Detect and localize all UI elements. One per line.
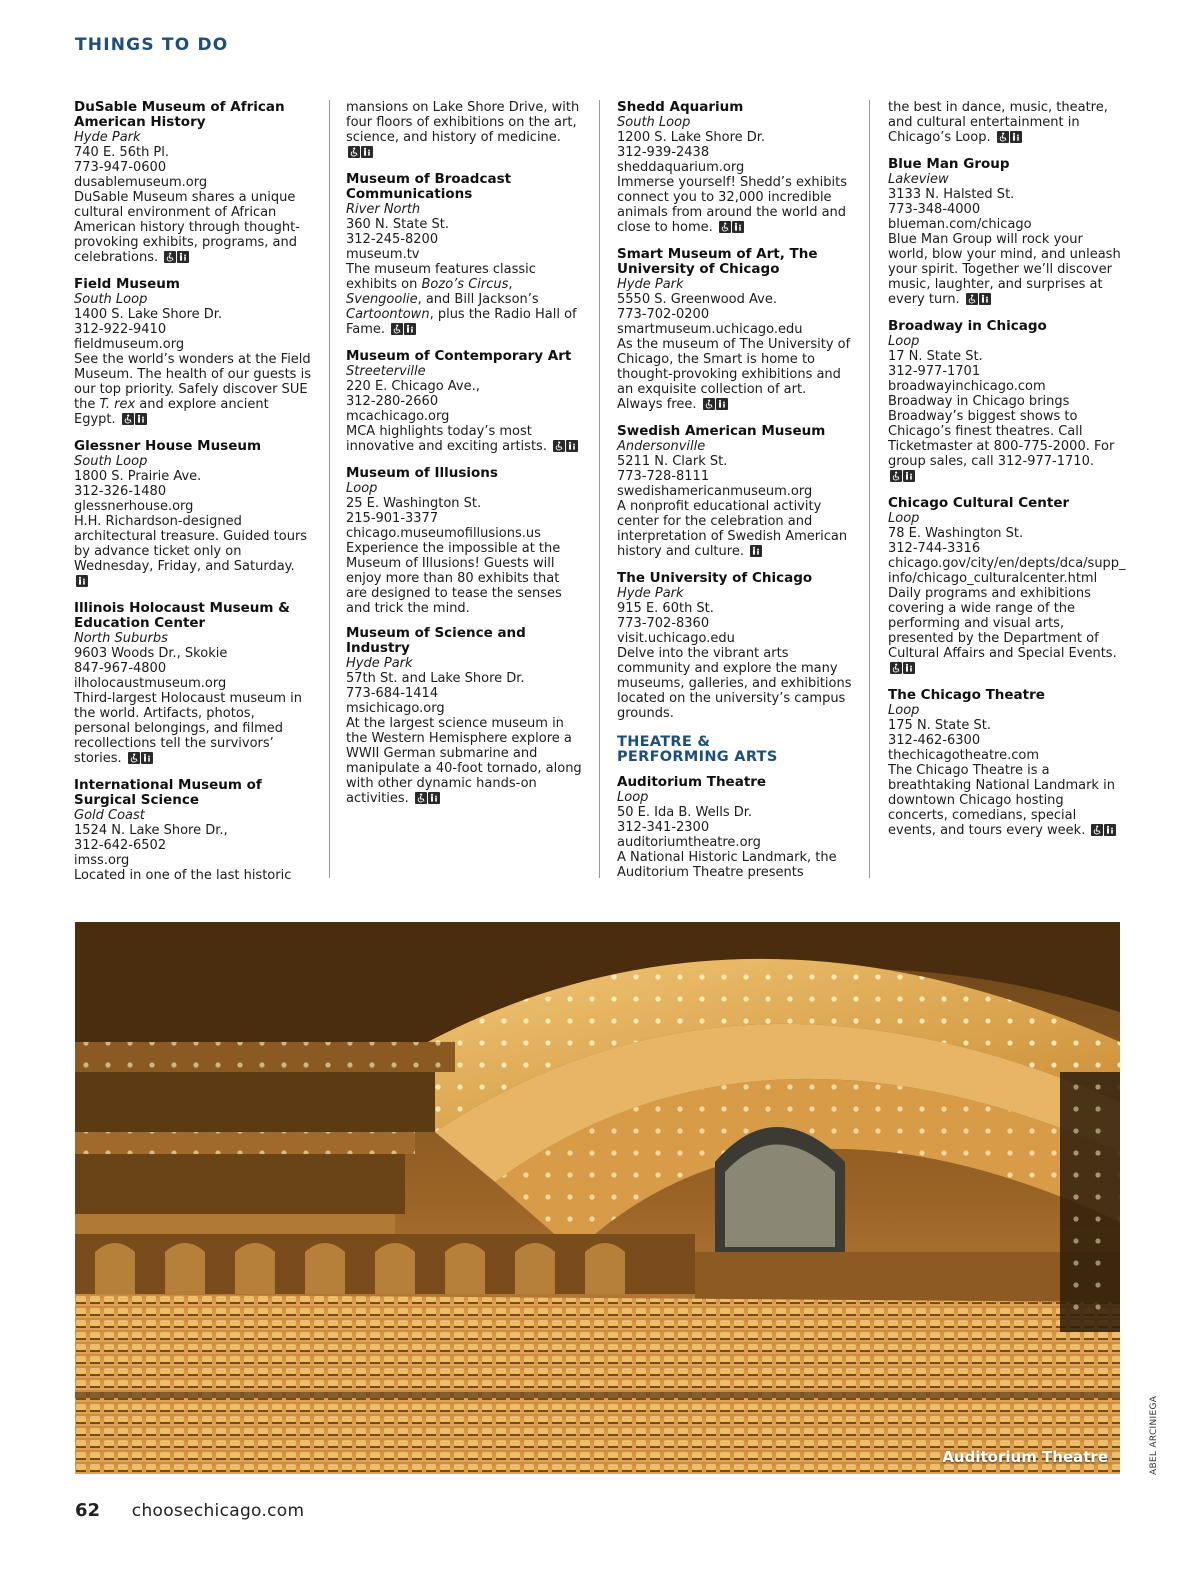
family-friendly-icon xyxy=(76,575,88,587)
wheelchair-accessible-icon xyxy=(1091,824,1103,836)
listing-neighborhood: Lakeview xyxy=(888,172,949,187)
listing-description: Broadway in Chicago brings Broadway’s biggest shows to Chicago’s finest theatres. Call Ticketmaster at 800-775-2000. For group sales, call 312-977-1710. xyxy=(888,394,1126,486)
amenity-icons xyxy=(719,221,745,237)
listing-address: 3133 N. Halsted St. xyxy=(888,187,1015,202)
listing-address: 78 E. Washington St. xyxy=(888,526,1024,541)
listing-url[interactable]: broadwayinchicago.com xyxy=(888,379,1046,394)
listing-url[interactable]: msichicago.org xyxy=(346,701,445,716)
listing-address: 17 N. State St. xyxy=(888,349,983,364)
wheelchair-accessible-icon xyxy=(966,293,978,305)
listing-description-continued: the best in dance, music, theatre, and cultural entertainment in Chicago’s Loop. xyxy=(888,100,1108,145)
listing-neighborhood: Loop xyxy=(617,790,649,805)
listing-address: 1800 S. Prairie Ave. xyxy=(74,469,202,484)
listing-url[interactable]: thechicagotheatre.com xyxy=(888,748,1040,763)
listing-neighborhood: Hyde Park xyxy=(346,656,413,671)
listing-name: Museum of Contemporary Art xyxy=(346,348,572,364)
amenity-icons xyxy=(997,131,1023,147)
wheelchair-accessible-icon xyxy=(553,440,565,452)
listing-description: As the museum of The University of Chicago, the Smart is home to thought-provoking exhibitions and an exquisite collection of art. Always free. xyxy=(617,337,851,412)
footer-site-link[interactable]: choosechicago.com xyxy=(131,1501,305,1521)
amenity-icons xyxy=(164,251,190,267)
listing-description: Experience the impossible at the Museum of Illusions! Guests will enjoy more than 80 exhibits that are designed to tease the senses and trick the mind. xyxy=(346,541,562,616)
listing-address: 220 E. Chicago Ave., xyxy=(346,379,480,394)
listing-name: Museum of Broadcast Communications xyxy=(346,171,512,202)
listing-address: 50 E. Ida B. Wells Dr. xyxy=(617,805,753,820)
page-footer xyxy=(75,1500,304,1521)
photo-caption: Auditorium Theatre xyxy=(942,1448,1108,1466)
listing-description: MCA highlights today’s most innovative and exciting artists. xyxy=(346,424,584,456)
listing-address: 1400 S. Lake Shore Dr. xyxy=(74,307,223,322)
column-divider xyxy=(869,100,870,878)
amenity-icons xyxy=(890,662,916,678)
listing-phone: 773-702-0200 xyxy=(617,307,710,322)
listing-phone: 312-326-1480 xyxy=(74,484,167,499)
listing-name: DuSable Museum of African American History xyxy=(74,99,285,130)
wheelchair-accessible-icon xyxy=(122,413,134,425)
listing-phone: 215-901-3377 xyxy=(346,511,439,526)
column-divider xyxy=(329,100,330,878)
listing-address: 1200 S. Lake Shore Dr. xyxy=(617,130,766,145)
listing-neighborhood: River North xyxy=(346,202,421,217)
listing-description: Immerse yourself! Shedd’s exhibits connect you to 32,000 incredible animals from around the world and close to home. xyxy=(617,175,848,235)
listing-url[interactable]: ilholocaustmuseum.org xyxy=(74,676,227,691)
listing-url[interactable]: imss.org xyxy=(74,853,130,868)
family-friendly-icon xyxy=(404,323,416,335)
listing-phone: 847-967-4800 xyxy=(74,661,167,676)
listing-url[interactable]: mcachicago.org xyxy=(346,409,450,424)
column-3 xyxy=(617,100,855,890)
listing-url[interactable]: chicago.gov/city/en/depts/dca/supp_info/chicago_culturalcenter.html xyxy=(888,556,1126,586)
listing-name: Auditorium Theatre xyxy=(617,774,767,790)
listing-url[interactable]: museum.tv xyxy=(346,247,420,262)
family-friendly-icon xyxy=(177,251,189,263)
listing-description: Daily programs and exhibitions covering a wide range of the performing and visual arts, presented by the Department of Cultural Affairs and Special Events. xyxy=(888,586,1126,678)
family-friendly-icon xyxy=(361,146,373,158)
listing-phone: 312-642-6502 xyxy=(74,838,167,853)
listing-url[interactable]: auditoriumtheatre.org xyxy=(617,835,761,850)
subsection-title: THEATRE & PERFORMING ARTS xyxy=(617,734,778,765)
listing-neighborhood: Andersonville xyxy=(617,439,706,454)
listing-phone: 773-684-1414 xyxy=(346,686,439,701)
listing-url[interactable]: chicago.museumofillusions.us xyxy=(346,526,541,541)
column-1 xyxy=(74,100,312,893)
listing-name: Broadway in Chicago xyxy=(888,318,1047,334)
listing-address: 9603 Woods Dr., Skokie xyxy=(74,646,228,661)
wheelchair-accessible-icon xyxy=(890,662,902,674)
listing-surgical-science xyxy=(74,778,312,883)
listing-field-museum xyxy=(74,277,312,429)
amenity-icons xyxy=(966,293,992,309)
listing-url[interactable]: fieldmuseum.org xyxy=(74,337,185,352)
listing-url[interactable]: smartmuseum.uchicago.edu xyxy=(617,322,803,337)
page-number: 62 xyxy=(75,1500,101,1521)
wheelchair-accessible-icon xyxy=(164,251,176,263)
listing-address: 360 N. State St. xyxy=(346,217,449,232)
listing-description: A National Historic Landmark, the Auditorium Theatre presents xyxy=(617,850,837,880)
family-friendly-icon xyxy=(903,470,915,482)
family-friendly-icon xyxy=(903,662,915,674)
amenity-icons xyxy=(348,146,374,162)
listing-holocaust-museum xyxy=(74,601,312,768)
listing-phone: 312-744-3316 xyxy=(888,541,981,556)
wheelchair-accessible-icon xyxy=(391,323,403,335)
listing-address: 915 E. 60th St. xyxy=(617,601,714,616)
listing-broadcast-communications xyxy=(346,172,584,339)
listing-description: H.H. Richardson-designed architectural treasure. Guided tours by advance ticket only on Wednesday, Friday, and Saturday. xyxy=(74,514,312,591)
family-friendly-icon xyxy=(1010,131,1022,143)
family-friendly-icon xyxy=(716,398,728,410)
listing-name: The University of Chicago xyxy=(617,570,813,586)
listing-blue-man-group xyxy=(888,157,1126,309)
auditorium-theatre-photo xyxy=(75,922,1120,1474)
wheelchair-accessible-icon xyxy=(890,470,902,482)
listing-swedish-american-museum xyxy=(617,424,855,561)
listing-description: The museum features classic exhibits on Bozo’s Circus, Svengoolie, and Bill Jackson’s Cartoontown, plus the Radio Hall of Fame. xyxy=(346,262,577,337)
listing-neighborhood: Gold Coast xyxy=(74,808,145,823)
listing-name: Swedish American Museum xyxy=(617,423,826,439)
listing-url[interactable]: visit.uchicago.edu xyxy=(617,631,735,646)
amenity-icons xyxy=(76,575,89,591)
listing-neighborhood: South Loop xyxy=(74,454,148,469)
listing-description: See the world’s wonders at the Field Museum. The health of our guests is our top priority. Safely discover SUE the T. rex and explore ancient Egypt. xyxy=(74,352,311,427)
photo-credit: ABEL ARCINIEGA xyxy=(1149,1395,1159,1475)
listing-phone: 312-245-8200 xyxy=(346,232,439,247)
listing-phone: 773-728-8111 xyxy=(617,469,710,484)
listing-name: International Museum of Surgical Science xyxy=(74,777,262,808)
listing-smart-museum xyxy=(617,247,855,414)
family-friendly-icon xyxy=(1104,824,1116,836)
amenity-icons xyxy=(890,470,916,486)
listing-name: Illinois Holocaust Museum & Education Center xyxy=(74,600,290,631)
listing-neighborhood: Hyde Park xyxy=(617,586,684,601)
amenity-icons xyxy=(415,792,441,808)
listing-university-of-chicago xyxy=(617,571,855,721)
family-friendly-icon xyxy=(135,413,147,425)
listing-phone: 773-702-8360 xyxy=(617,616,710,631)
column-2 xyxy=(346,100,584,818)
amenity-icons xyxy=(553,440,579,456)
listing-name: The Chicago Theatre xyxy=(888,687,1045,703)
listing-url[interactable]: glessnerhouse.org xyxy=(74,499,194,514)
listing-url[interactable]: sheddaquarium.org xyxy=(617,160,745,175)
wheelchair-accessible-icon xyxy=(719,221,731,233)
amenity-icons xyxy=(128,752,154,768)
theatre-interior-illustration xyxy=(75,922,1120,1474)
listing-broadway-in-chicago xyxy=(888,319,1126,486)
listing-neighborhood: Loop xyxy=(888,703,920,718)
family-friendly-icon xyxy=(141,752,153,764)
listing-url[interactable]: blueman.com/chicago xyxy=(888,217,1032,232)
wheelchair-accessible-icon xyxy=(703,398,715,410)
listing-description: Delve into the vibrant arts community and explore the many museums, galleries, and exhibitions located on the university’s campus grounds. xyxy=(617,646,852,721)
listing-neighborhood: Loop xyxy=(346,481,378,496)
listing-description: Third-largest Holocaust museum in the world. Artifacts, photos, personal belongings, and filmed recollections tell the survivors’ stories. xyxy=(74,691,303,766)
listing-description: Blue Man Group will rock your world, blow your mind, and unleash your spirit. Together we’ll discover music, laughter, and surprises at every turn. xyxy=(888,232,1121,307)
listing-neighborhood: Hyde Park xyxy=(617,277,684,292)
listing-contemporary-art xyxy=(346,349,584,456)
listing-name: Field Museum xyxy=(74,276,180,292)
listing-description: Located in one of the last historic xyxy=(74,868,292,883)
listing-dusable-museum xyxy=(74,100,312,267)
listing-description: DuSable Museum shares a unique cultural environment of African American history through thought-provoking exhibits, programs, and celebrations. xyxy=(74,190,300,265)
family-friendly-icon xyxy=(566,440,578,452)
amenity-icons xyxy=(750,545,763,561)
wheelchair-accessible-icon xyxy=(997,131,1009,143)
listing-name: Glessner House Museum xyxy=(74,438,262,454)
wheelchair-accessible-icon xyxy=(348,146,360,158)
listing-shedd-aquarium xyxy=(617,100,855,237)
listing-url[interactable]: dusablemuseum.org xyxy=(74,175,208,190)
family-friendly-icon xyxy=(732,221,744,233)
family-friendly-icon xyxy=(979,293,991,305)
listing-neighborhood: Streeterville xyxy=(346,364,426,379)
wheelchair-accessible-icon xyxy=(415,792,427,804)
listing-name: Museum of Science and Industry xyxy=(346,625,526,656)
listing-name: Chicago Cultural Center xyxy=(888,495,1070,511)
listing-name: Blue Man Group xyxy=(888,156,1010,172)
listing-phone: 312-341-2300 xyxy=(617,820,710,835)
listing-description: A nonprofit educational activity center for the celebration and interpretation of Swedish American history and culture. xyxy=(617,499,848,559)
listing-url[interactable]: swedishamericanmuseum.org xyxy=(617,484,813,499)
listing-phone: 312-280-2660 xyxy=(346,394,439,409)
column-4 xyxy=(888,100,1126,850)
listing-description: At the largest science museum in the Western Hemisphere explore a WWII German submarine and manipulate a 40-foot tornado, along with other dynamic hands-on activities. xyxy=(346,716,582,806)
listing-address: 25 E. Washington St. xyxy=(346,496,482,511)
listing-address: 175 N. State St. xyxy=(888,718,991,733)
section-title: THINGS TO DO xyxy=(75,35,229,55)
listing-neighborhood: South Loop xyxy=(74,292,148,307)
listing-description: The Chicago Theatre is a breathtaking National Landmark in downtown Chicago hosting concerts, comedians, special events, and tours every week. xyxy=(888,763,1126,840)
listing-auditorium-theatre xyxy=(617,775,855,880)
listing-address: 5211 N. Clark St. xyxy=(617,454,728,469)
listing-neighborhood: South Loop xyxy=(617,115,691,130)
listing-phone: 312-462-6300 xyxy=(888,733,981,748)
listing-phone: 773-348-4000 xyxy=(888,202,981,217)
listing-neighborhood: North Suburbs xyxy=(74,631,168,646)
column-divider xyxy=(599,100,600,878)
listing-science-and-industry xyxy=(346,626,584,808)
listing-phone: 312-977-1701 xyxy=(888,364,981,379)
listing-description-continued: mansions on Lake Shore Drive, with four floors of exhibitions on the art, science, and history of medicine. xyxy=(346,100,584,162)
listing-address: 1524 N. Lake Shore Dr., xyxy=(74,823,228,838)
listing-chicago-theatre xyxy=(888,688,1126,840)
listing-chicago-cultural-center xyxy=(888,496,1126,678)
family-friendly-icon xyxy=(428,792,440,804)
amenity-icons xyxy=(1091,824,1117,840)
listing-neighborhood: Loop xyxy=(888,334,920,349)
listing-museum-of-illusions xyxy=(346,466,584,616)
listing-name: Shedd Aquarium xyxy=(617,99,744,115)
listing-phone: 312-939-2438 xyxy=(617,145,710,160)
listing-name: Smart Museum of Art, The University of Chicago xyxy=(617,246,818,277)
wheelchair-accessible-icon xyxy=(128,752,140,764)
listing-phone: 773-947-0600 xyxy=(74,160,167,175)
listing-phone: 312-922-9410 xyxy=(74,322,167,337)
listing-glessner-house xyxy=(74,439,312,591)
listing-address: 57th St. and Lake Shore Dr. xyxy=(346,671,525,686)
listing-neighborhood: Hyde Park xyxy=(74,130,141,145)
amenity-icons xyxy=(122,413,148,429)
listing-name: Museum of Illusions xyxy=(346,465,498,481)
amenity-icons xyxy=(703,398,729,414)
amenity-icons xyxy=(391,323,417,339)
listing-address: 5550 S. Greenwood Ave. xyxy=(617,292,777,307)
listing-neighborhood: Loop xyxy=(888,511,920,526)
listing-address: 740 E. 56th Pl. xyxy=(74,145,170,160)
family-friendly-icon xyxy=(750,545,762,557)
